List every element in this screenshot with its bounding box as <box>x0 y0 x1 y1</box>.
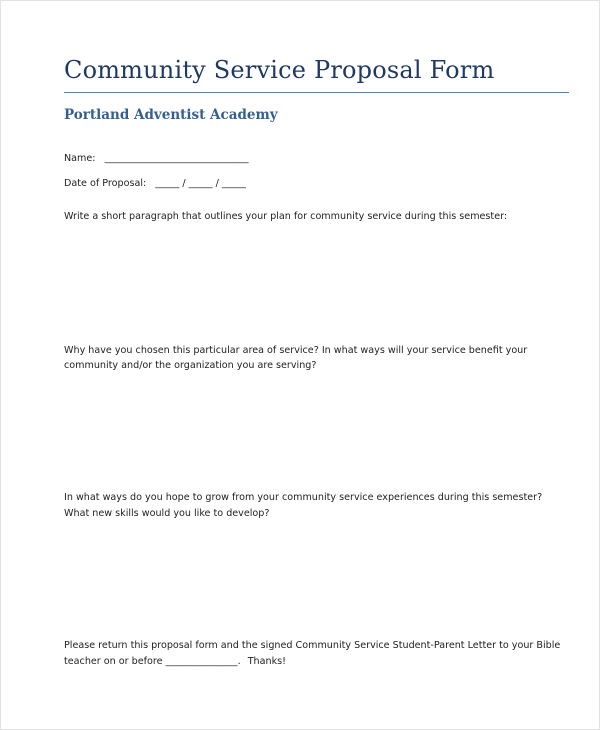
question-2-line-2: community and/or the organization you are serving? <box>64 360 317 371</box>
question-3-line-1: In what ways do you hope to grow from your community service experiences during this semester? <box>64 492 543 503</box>
deadline-prefix: teacher on or before <box>64 656 163 667</box>
date-blank[interactable]: _____ / _____ / _____ <box>155 178 246 189</box>
name-blank[interactable]: ______________________________ <box>104 153 249 164</box>
question-2-line-1: Why have you chosen this particular area of service? In what ways will your service benefit your <box>64 345 528 356</box>
return-instructions: Please return this proposal form and the signed Community Service Student-Parent Letter to your Bible <box>64 640 561 651</box>
question-1: Write a short paragraph that outlines your plan for community service during this semester: <box>64 211 508 222</box>
deadline-blank[interactable]: _______________. <box>165 656 241 667</box>
name-label: Name: <box>64 153 96 164</box>
return-deadline <box>64 654 286 669</box>
name-field <box>64 151 249 166</box>
date-label: Date of Proposal: <box>64 178 147 189</box>
form-title: Community Service Proposal Form <box>64 56 495 84</box>
title-divider <box>64 92 569 93</box>
question-3-line-2: What new skills would you like to develop? <box>64 508 270 519</box>
thanks-text: Thanks! <box>247 656 286 667</box>
date-field <box>64 176 246 191</box>
school-name: Portland Adventist Academy <box>64 107 278 123</box>
